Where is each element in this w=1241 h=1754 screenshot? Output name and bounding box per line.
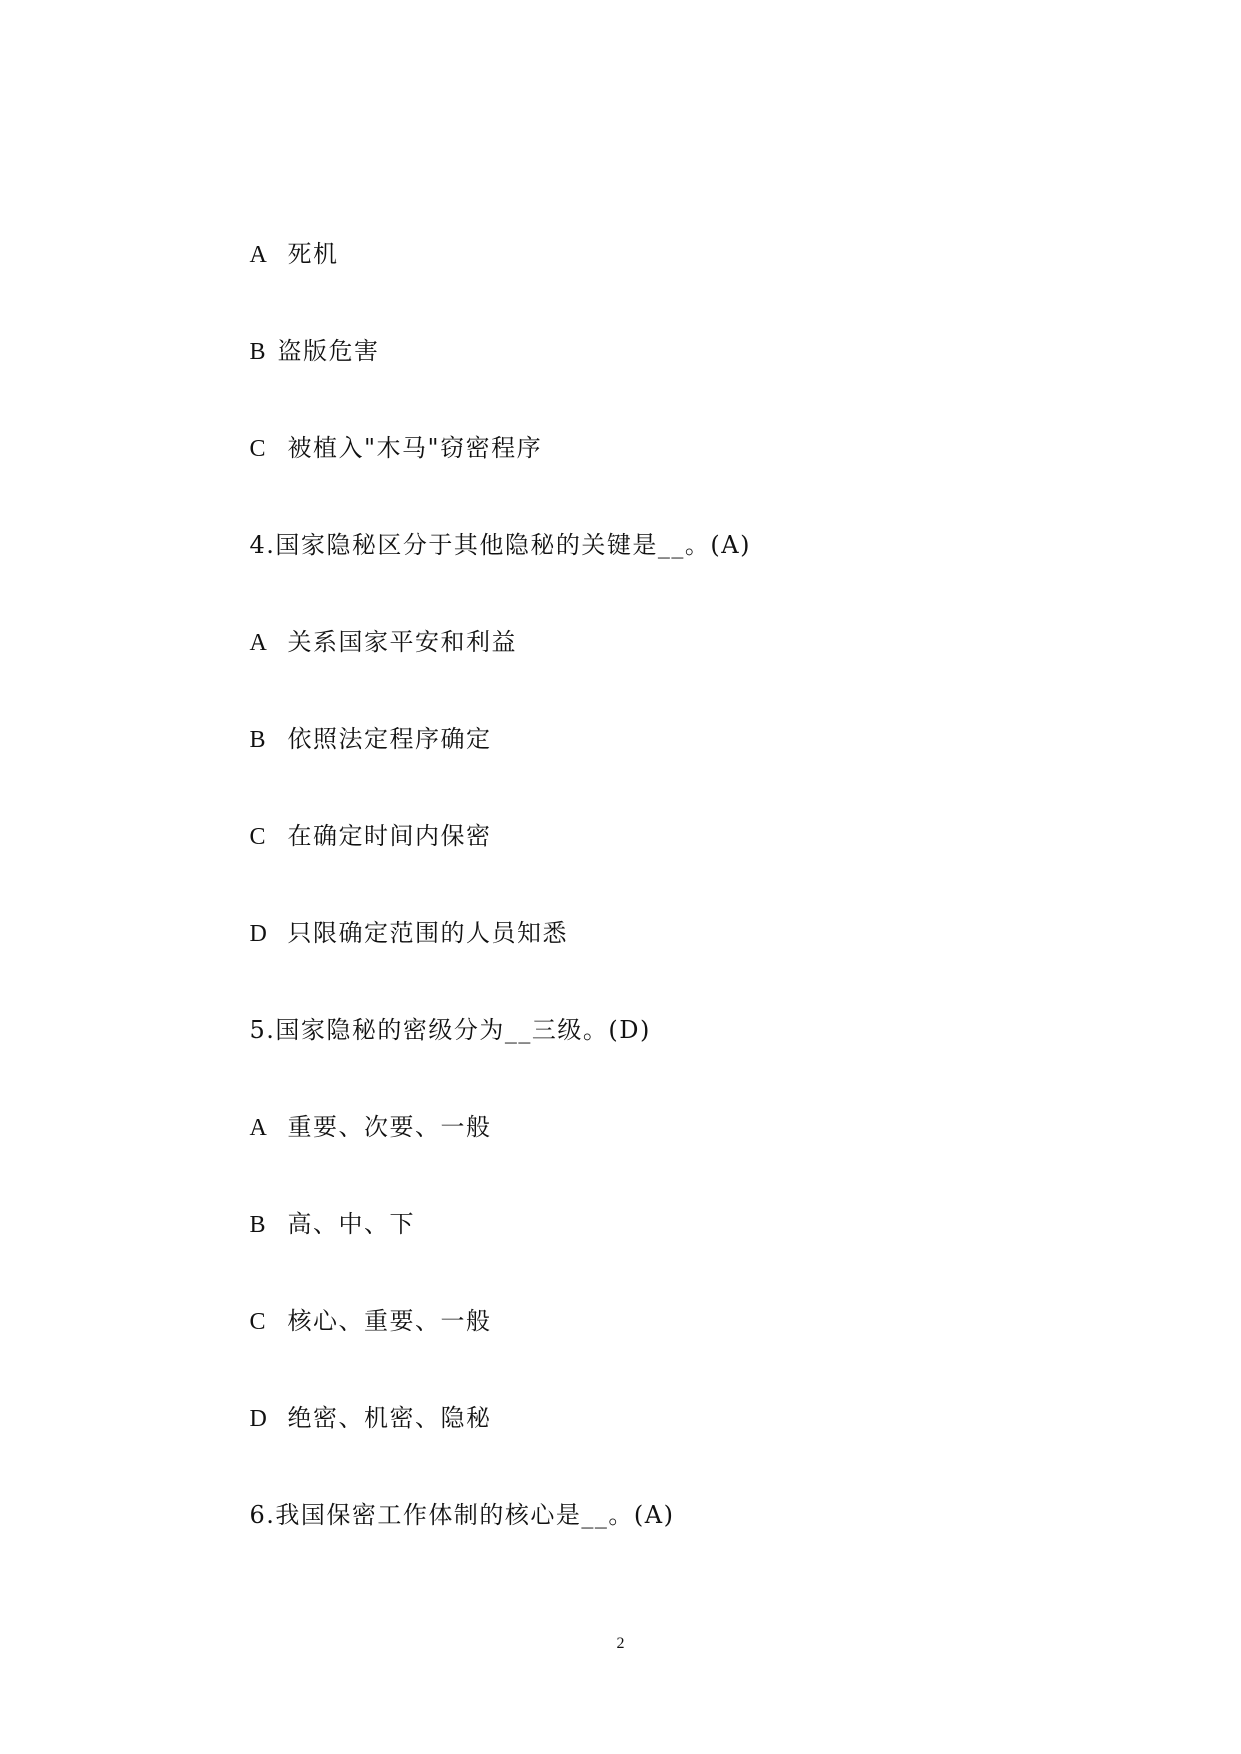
option-text: 核心、重要、一般 [287,1307,492,1335]
option-letter: B [249,339,268,365]
option-letter: D [249,921,269,947]
option-a [213,597,517,688]
option-letter: D [249,1406,269,1432]
option-b [213,694,492,785]
option-text: 绝密、机密、隐秘 [287,1404,492,1432]
option-text: 高、中、下 [287,1210,416,1238]
option-letter: B [249,1212,268,1238]
option-d [213,888,568,979]
option-text: 重要、次要、一般 [287,1113,492,1141]
option-letter: A [249,242,269,268]
option-b [213,1179,415,1270]
option-letter: A [249,1115,269,1141]
question-text: 4.国家隐秘区分于其他隐秘的关键是__。(A) [249,531,751,559]
option-c [213,403,542,494]
question-text: 5.国家隐秘的密级分为__三级。(D) [249,1016,651,1044]
option-letter: C [249,824,268,850]
option-text: 依照法定程序确定 [287,725,492,753]
option-d [213,1373,492,1464]
option-b [213,306,380,397]
question-6 [213,1470,674,1560]
option-letter: C [249,1309,268,1335]
question-5 [213,985,651,1075]
page-number: 2 [616,1635,625,1652]
option-a [213,1082,492,1173]
option-c [213,1276,492,1367]
question-text: 6.我国保密工作体制的核心是__。(A) [249,1501,675,1529]
option-text: 在确定时间内保密 [287,822,492,850]
option-letter: A [249,630,269,656]
option-letter: C [249,436,268,462]
option-text: 关系国家平安和利益 [287,628,518,656]
option-a [213,209,339,300]
option-text: 被植入"木马"窃密程序 [287,434,543,462]
option-text: 死机 [287,240,339,268]
option-text: 只限确定范围的人员知悉 [287,919,569,947]
option-c [213,791,492,882]
option-letter: B [249,727,268,753]
question-4 [213,500,751,590]
option-text: 盗版危害 [277,337,380,365]
